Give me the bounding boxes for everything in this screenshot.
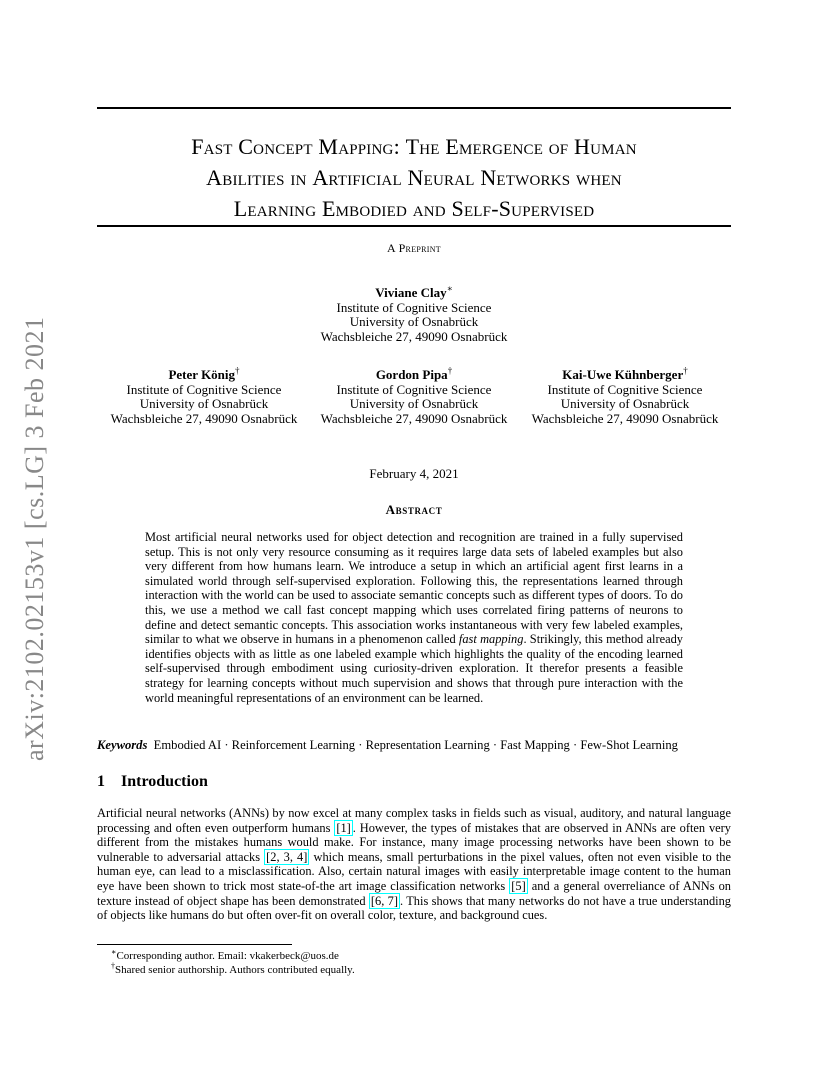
author-address: Wachsbleiche 27, 49090 Osnabrück bbox=[320, 328, 508, 344]
abstract-emphasis: fast mapping bbox=[458, 632, 524, 647]
author-affiliation: Institute of Cognitive Science bbox=[547, 381, 703, 397]
citation-link[interactable]: [2, 3, 4] bbox=[266, 849, 308, 864]
footnote-mark: † bbox=[111, 961, 115, 971]
title-line-1: Fast Concept Mapping: The Emergence of Human bbox=[191, 134, 637, 159]
author-university: University of Osnabrück bbox=[349, 396, 479, 412]
author-name: Viviane Clay bbox=[375, 285, 447, 300]
author-affiliation: Institute of Cognitive Science bbox=[336, 299, 492, 315]
author-university: University of Osnabrück bbox=[560, 396, 690, 412]
title-top-rule bbox=[97, 107, 731, 109]
abstract-text: Most artificial neural networks used for object detection and recognition are trained in a fully supervised setup. This is not only very resource consuming as it requires large data sets of labeled examples but also very different from how humans learn. We introduce a setup in which an artificial agent first learns in a simulated world through self-supervised exploration. Following this, the representations learned through interaction with the world can be used to associate semantic concepts such as different types of doors. To do this, we use a method we call fast concept mapping which uses correlated firing patterns of neurons to define and detect semantic concepts. This association works instantaneous with very few labeled examples, similar to what we observe in humans in a phenomenon called fast mapping. Strikingly, this method already identifies objects with as little as one labeled example which highlights the quality of the encoding learned self-supervised through embodiment using curiosity-driven exploration. It therefor presents a feasible strategy for learning concepts without much supervision and shows that through pure interaction with the world meaningful representations of an environment can be learned. bbox=[145, 530, 683, 705]
section-heading-introduction bbox=[97, 773, 208, 791]
citation-link[interactable]: [1] bbox=[336, 820, 351, 835]
abstract-heading: Abstract bbox=[385, 502, 443, 517]
paper-title bbox=[97, 131, 731, 224]
title-line-3: Learning Embodied and Self-Supervised bbox=[233, 196, 595, 221]
author-address: Wachsbleiche 27, 49090 Osnabrück bbox=[531, 410, 719, 426]
author-university: University of Osnabrück bbox=[349, 314, 479, 330]
citation-link[interactable]: [6, 7] bbox=[370, 893, 398, 908]
author-name: Kai-Uwe Kühnberger bbox=[562, 367, 684, 382]
footnote-shared-authorship bbox=[111, 963, 355, 977]
preprint-label: A Preprint bbox=[386, 241, 441, 255]
author-name: Peter König bbox=[168, 367, 236, 382]
footnote-text: Corresponding author. Email: vkakerbeck@uos.de bbox=[116, 950, 339, 962]
footnote-rule bbox=[97, 944, 292, 945]
footnote-corresponding-author bbox=[111, 949, 339, 963]
publication-date: February 4, 2021 bbox=[369, 466, 459, 481]
section-number: 1 bbox=[97, 773, 105, 790]
author-mark: ∗ bbox=[446, 283, 453, 294]
citation-link[interactable]: [5] bbox=[511, 878, 526, 893]
author-mark: † bbox=[683, 365, 688, 376]
keywords-list: Embodied AI · Reinforcement Learning · Representation Learning · Fast Mapping · Few-Shot Learning bbox=[153, 738, 678, 752]
author-affiliation: Institute of Cognitive Science bbox=[336, 381, 492, 397]
author-affiliation: Institute of Cognitive Science bbox=[126, 381, 282, 397]
arxiv-identifier-stamp: arXiv:2102.02153v1 [cs.LG] 3 Feb 2021 bbox=[20, 316, 49, 761]
author-mark: † bbox=[447, 365, 453, 376]
footnote-mark: ∗ bbox=[111, 947, 117, 957]
introduction-paragraph: Artificial neural networks (ANNs) by now excel at many complex tasks in fields such as visual, auditory, and natural language processing and often even outperform humans [1] . However, the types of mistakes that are observed in ANNs are often very different from the mistakes humans would make. For instance, many image processing networks have been shown to be vulnerable to adversarial attacks [2, 3, 4] which means, small perturbations in the pixel values, often not even visible to the human eye, can lead to a misclassification. Also, certain natural images with easily interpretable image content to the human eye have been shown to trick most state-of-the art image classification networks [5] and a general overreliance of ANNs on texture instead of object shape has been demonstrated [6, 7] . This shows that many networks do not have a true understanding of objects like humans do but often over-fit on overall color, texture, and background cues. bbox=[97, 806, 732, 923]
keywords-label: Keywords bbox=[97, 738, 148, 752]
author-block-koenig bbox=[99, 365, 309, 426]
author-block-kuehnberger bbox=[520, 365, 730, 426]
section-title: Introduction bbox=[121, 773, 208, 790]
title-bottom-rule bbox=[97, 225, 731, 227]
author-block-clay bbox=[264, 283, 564, 344]
author-block-pipa bbox=[309, 365, 519, 426]
title-line-2: Abilities in Artificial Neural Networks when bbox=[206, 165, 622, 190]
author-address: Wachsbleiche 27, 49090 Osnabrück bbox=[110, 410, 298, 426]
author-address: Wachsbleiche 27, 49090 Osnabrück bbox=[320, 410, 508, 426]
author-name: Gordon Pipa bbox=[375, 367, 448, 382]
footnote-text: Shared senior authorship. Authors contributed equally. bbox=[115, 964, 355, 976]
keywords-line bbox=[97, 738, 731, 753]
author-mark: † bbox=[235, 365, 240, 376]
author-university: University of Osnabrück bbox=[139, 396, 269, 412]
